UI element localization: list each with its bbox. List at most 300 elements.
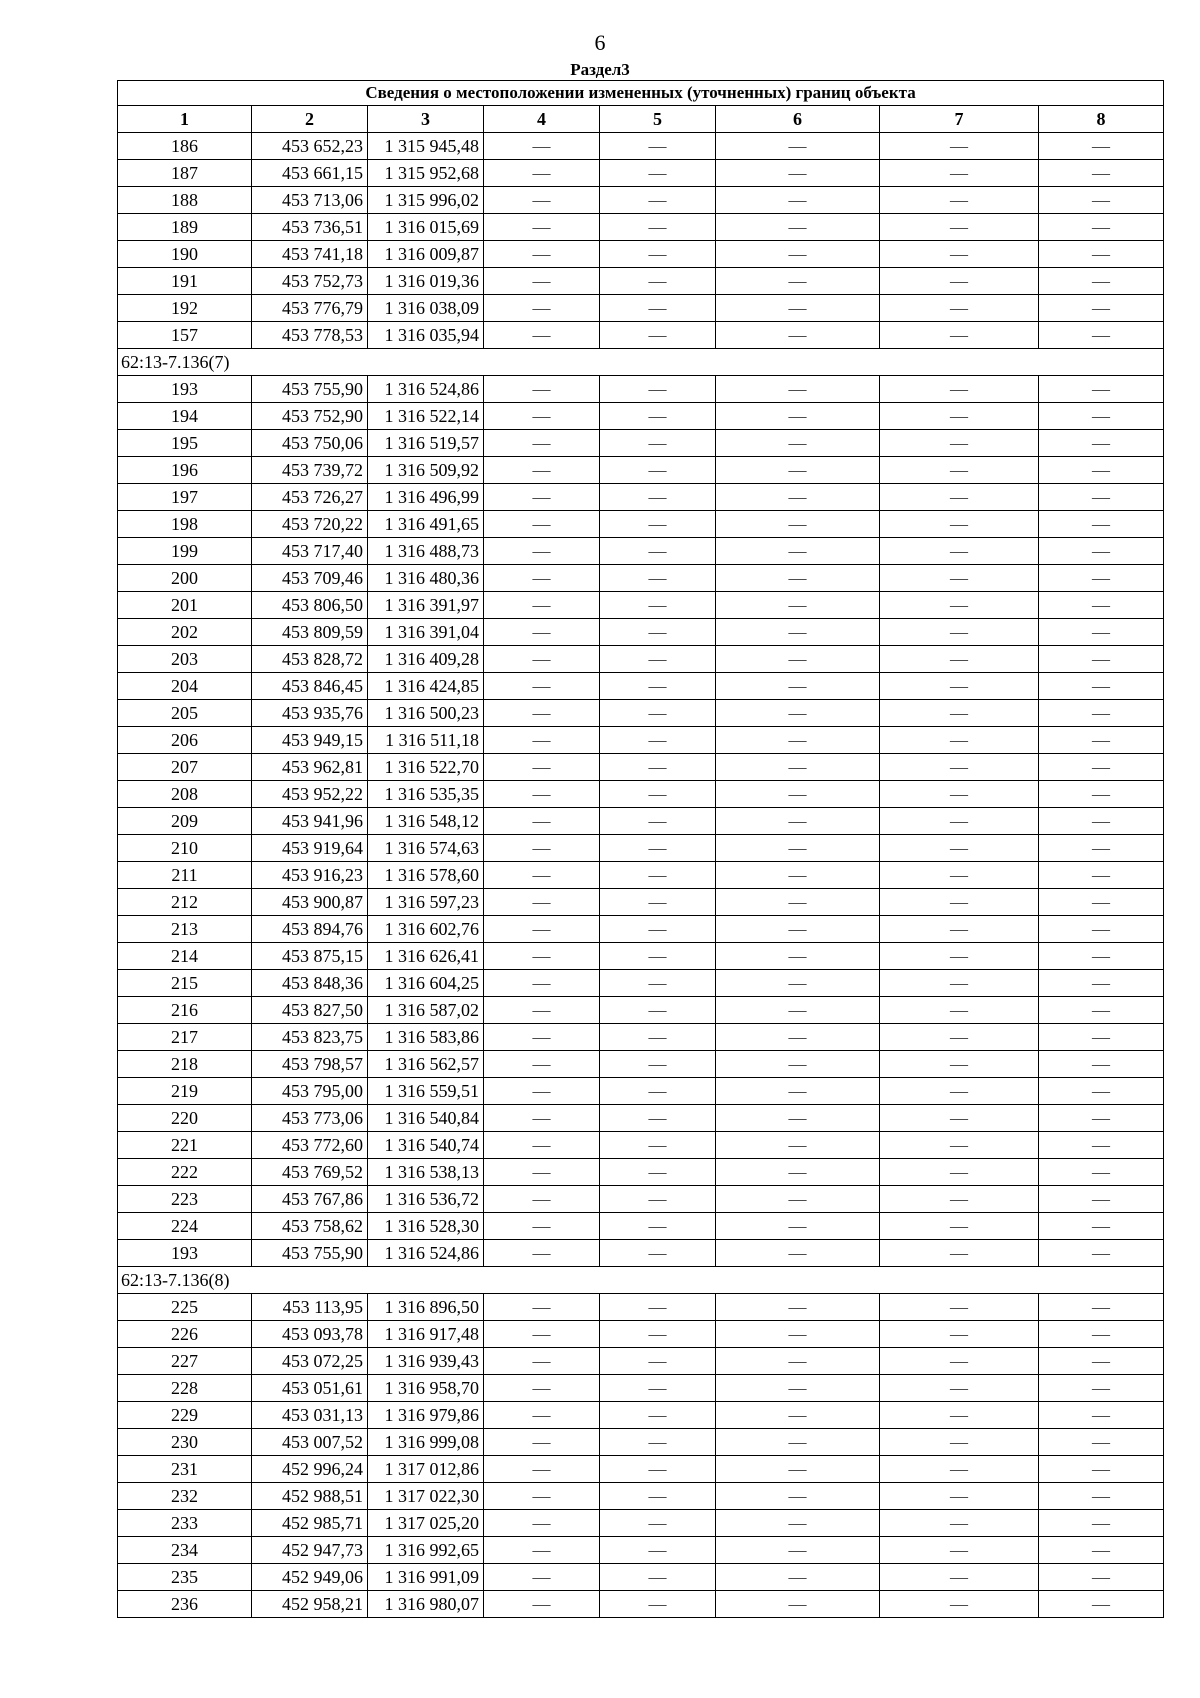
empty-value-dash: — — [484, 1159, 600, 1186]
y-coordinate-cell: 1 316 538,13 — [368, 1159, 484, 1186]
empty-value-dash: — — [880, 1429, 1039, 1456]
point-number-cell: 193 — [118, 376, 252, 403]
y-coordinate-cell: 1 317 022,30 — [368, 1483, 484, 1510]
y-coordinate-cell: 1 316 519,57 — [368, 430, 484, 457]
empty-value-dash: — — [484, 133, 600, 160]
table-row — [118, 808, 1164, 835]
empty-value-dash: — — [1039, 808, 1164, 835]
empty-value-dash: — — [600, 1051, 716, 1078]
empty-value-dash: — — [484, 1051, 600, 1078]
x-coordinate-cell: 453 962,81 — [252, 754, 368, 781]
empty-value-dash: — — [1039, 160, 1164, 187]
table-caption: Сведения о местоположении измененных (уточненных) границ объекта — [118, 81, 1164, 106]
empty-value-dash: — — [1039, 1429, 1164, 1456]
y-coordinate-cell: 1 316 391,04 — [368, 619, 484, 646]
column-header: 5 — [600, 106, 716, 133]
table-row — [118, 1348, 1164, 1375]
empty-value-dash: — — [1039, 295, 1164, 322]
empty-value-dash: — — [716, 1429, 880, 1456]
empty-value-dash: — — [716, 133, 880, 160]
empty-value-dash: — — [716, 970, 880, 997]
table-row — [118, 457, 1164, 484]
empty-value-dash: — — [1039, 1537, 1164, 1564]
y-coordinate-cell: 1 315 952,68 — [368, 160, 484, 187]
empty-value-dash: — — [600, 1024, 716, 1051]
y-coordinate-cell: 1 316 035,94 — [368, 322, 484, 349]
empty-value-dash: — — [600, 754, 716, 781]
y-coordinate-cell: 1 316 480,36 — [368, 565, 484, 592]
empty-value-dash: — — [600, 970, 716, 997]
x-coordinate-cell: 453 949,15 — [252, 727, 368, 754]
empty-value-dash: — — [880, 538, 1039, 565]
empty-value-dash: — — [600, 619, 716, 646]
empty-value-dash: — — [484, 1078, 600, 1105]
empty-value-dash: — — [600, 862, 716, 889]
empty-value-dash: — — [716, 1024, 880, 1051]
empty-value-dash: — — [1039, 1024, 1164, 1051]
empty-value-dash: — — [600, 1564, 716, 1591]
group-label: 62:13-7.136(8) — [118, 1267, 1164, 1294]
table-row — [118, 133, 1164, 160]
empty-value-dash: — — [880, 484, 1039, 511]
empty-value-dash: — — [880, 1591, 1039, 1618]
empty-value-dash: — — [880, 1456, 1039, 1483]
point-number-cell: 219 — [118, 1078, 252, 1105]
empty-value-dash: — — [600, 646, 716, 673]
table-row — [118, 727, 1164, 754]
x-coordinate-cell: 453 709,46 — [252, 565, 368, 592]
empty-value-dash: — — [880, 1321, 1039, 1348]
point-number-cell: 220 — [118, 1105, 252, 1132]
empty-value-dash: — — [484, 1429, 600, 1456]
point-number-cell: 196 — [118, 457, 252, 484]
empty-value-dash: — — [716, 268, 880, 295]
empty-value-dash: — — [600, 727, 716, 754]
empty-value-dash: — — [484, 565, 600, 592]
y-coordinate-cell: 1 316 896,50 — [368, 1294, 484, 1321]
table-row — [118, 673, 1164, 700]
x-coordinate-cell: 453 767,86 — [252, 1186, 368, 1213]
empty-value-dash: — — [600, 376, 716, 403]
empty-value-dash: — — [716, 592, 880, 619]
y-coordinate-cell: 1 316 535,35 — [368, 781, 484, 808]
x-coordinate-cell: 453 848,36 — [252, 970, 368, 997]
empty-value-dash: — — [484, 727, 600, 754]
empty-value-dash: — — [600, 1240, 716, 1267]
empty-value-dash: — — [716, 187, 880, 214]
empty-value-dash: — — [484, 322, 600, 349]
y-coordinate-cell: 1 316 488,73 — [368, 538, 484, 565]
empty-value-dash: — — [880, 916, 1039, 943]
empty-value-dash: — — [600, 673, 716, 700]
empty-value-dash: — — [484, 1348, 600, 1375]
table-row — [118, 646, 1164, 673]
empty-value-dash: — — [484, 187, 600, 214]
empty-value-dash: — — [880, 214, 1039, 241]
table-row — [118, 781, 1164, 808]
empty-value-dash: — — [880, 1024, 1039, 1051]
table-row — [118, 295, 1164, 322]
y-coordinate-cell: 1 316 524,86 — [368, 1240, 484, 1267]
x-coordinate-cell: 453 846,45 — [252, 673, 368, 700]
y-coordinate-cell: 1 316 528,30 — [368, 1213, 484, 1240]
table-row — [118, 1321, 1164, 1348]
empty-value-dash: — — [880, 1483, 1039, 1510]
empty-value-dash: — — [716, 808, 880, 835]
empty-value-dash: — — [716, 1051, 880, 1078]
empty-value-dash: — — [600, 1105, 716, 1132]
coordinates-table — [117, 80, 1164, 1618]
x-coordinate-cell: 453 726,27 — [252, 484, 368, 511]
empty-value-dash: — — [880, 592, 1039, 619]
empty-value-dash: — — [1039, 700, 1164, 727]
empty-value-dash: — — [600, 1294, 716, 1321]
empty-value-dash: — — [484, 1456, 600, 1483]
x-coordinate-cell: 453 828,72 — [252, 646, 368, 673]
point-number-cell: 189 — [118, 214, 252, 241]
empty-value-dash: — — [1039, 673, 1164, 700]
x-coordinate-cell: 453 739,72 — [252, 457, 368, 484]
empty-value-dash: — — [880, 997, 1039, 1024]
empty-value-dash: — — [716, 673, 880, 700]
y-coordinate-cell: 1 316 574,63 — [368, 835, 484, 862]
empty-value-dash: — — [600, 1078, 716, 1105]
point-number-cell: 202 — [118, 619, 252, 646]
x-coordinate-cell: 453 652,23 — [252, 133, 368, 160]
empty-value-dash: — — [716, 1537, 880, 1564]
empty-value-dash: — — [1039, 1483, 1164, 1510]
empty-value-dash: — — [1039, 241, 1164, 268]
empty-value-dash: — — [600, 835, 716, 862]
point-number-cell: 236 — [118, 1591, 252, 1618]
empty-value-dash: — — [716, 727, 880, 754]
empty-value-dash: — — [600, 700, 716, 727]
point-number-cell: 235 — [118, 1564, 252, 1591]
x-coordinate-cell: 453 661,15 — [252, 160, 368, 187]
empty-value-dash: — — [880, 1375, 1039, 1402]
empty-value-dash: — — [600, 1483, 716, 1510]
x-coordinate-cell: 453 919,64 — [252, 835, 368, 862]
point-number-cell: 229 — [118, 1402, 252, 1429]
table-row — [118, 997, 1164, 1024]
empty-value-dash: — — [600, 1213, 716, 1240]
empty-value-dash: — — [880, 511, 1039, 538]
point-number-cell: 205 — [118, 700, 252, 727]
empty-value-dash: — — [1039, 862, 1164, 889]
empty-value-dash: — — [716, 1105, 880, 1132]
empty-value-dash: — — [484, 538, 600, 565]
y-coordinate-cell: 1 316 424,85 — [368, 673, 484, 700]
empty-value-dash: — — [880, 781, 1039, 808]
empty-value-dash: — — [484, 1564, 600, 1591]
empty-value-dash: — — [1039, 376, 1164, 403]
y-coordinate-cell: 1 316 511,18 — [368, 727, 484, 754]
x-coordinate-cell: 453 827,50 — [252, 997, 368, 1024]
empty-value-dash: — — [716, 322, 880, 349]
y-coordinate-cell: 1 316 604,25 — [368, 970, 484, 997]
empty-value-dash: — — [716, 754, 880, 781]
table-row — [118, 862, 1164, 889]
x-coordinate-cell: 452 985,71 — [252, 1510, 368, 1537]
table-row — [118, 754, 1164, 781]
empty-value-dash: — — [484, 1537, 600, 1564]
empty-value-dash: — — [484, 1105, 600, 1132]
point-number-cell: 190 — [118, 241, 252, 268]
empty-value-dash: — — [600, 1132, 716, 1159]
x-coordinate-cell: 453 752,90 — [252, 403, 368, 430]
empty-value-dash: — — [1039, 781, 1164, 808]
empty-value-dash: — — [880, 430, 1039, 457]
empty-value-dash: — — [716, 1213, 880, 1240]
empty-value-dash: — — [484, 430, 600, 457]
empty-value-dash: — — [600, 1375, 716, 1402]
point-number-cell: 230 — [118, 1429, 252, 1456]
point-number-cell: 210 — [118, 835, 252, 862]
empty-value-dash: — — [1039, 538, 1164, 565]
point-number-cell: 227 — [118, 1348, 252, 1375]
empty-value-dash: — — [1039, 727, 1164, 754]
empty-value-dash: — — [600, 1186, 716, 1213]
table-body — [118, 133, 1164, 1618]
x-coordinate-cell: 453 741,18 — [252, 241, 368, 268]
x-coordinate-cell: 453 031,13 — [252, 1402, 368, 1429]
empty-value-dash: — — [880, 1159, 1039, 1186]
x-coordinate-cell: 453 935,76 — [252, 700, 368, 727]
empty-value-dash: — — [716, 619, 880, 646]
empty-value-dash: — — [484, 268, 600, 295]
point-number-cell: 213 — [118, 916, 252, 943]
y-coordinate-cell: 1 316 409,28 — [368, 646, 484, 673]
empty-value-dash: — — [1039, 133, 1164, 160]
point-number-cell: 234 — [118, 1537, 252, 1564]
page-number: 6 — [594, 30, 606, 55]
table-row — [118, 1402, 1164, 1429]
empty-value-dash: — — [1039, 403, 1164, 430]
x-coordinate-cell: 453 900,87 — [252, 889, 368, 916]
empty-value-dash: — — [600, 997, 716, 1024]
empty-value-dash: — — [484, 214, 600, 241]
empty-value-dash: — — [600, 1456, 716, 1483]
empty-value-dash: — — [716, 1456, 880, 1483]
empty-value-dash: — — [1039, 889, 1164, 916]
empty-value-dash: — — [880, 1078, 1039, 1105]
point-number-cell: 198 — [118, 511, 252, 538]
point-number-cell: 215 — [118, 970, 252, 997]
empty-value-dash: — — [716, 781, 880, 808]
empty-value-dash: — — [716, 214, 880, 241]
empty-value-dash: — — [484, 160, 600, 187]
empty-value-dash: — — [484, 1591, 600, 1618]
x-coordinate-cell: 453 051,61 — [252, 1375, 368, 1402]
empty-value-dash: — — [1039, 187, 1164, 214]
table-row — [118, 241, 1164, 268]
point-number-cell: 216 — [118, 997, 252, 1024]
x-coordinate-cell: 453 113,95 — [252, 1294, 368, 1321]
table-row — [118, 1159, 1164, 1186]
empty-value-dash: — — [1039, 754, 1164, 781]
empty-value-dash: — — [484, 592, 600, 619]
table-row — [118, 1213, 1164, 1240]
empty-value-dash: — — [1039, 970, 1164, 997]
y-coordinate-cell: 1 316 009,87 — [368, 241, 484, 268]
empty-value-dash: — — [716, 295, 880, 322]
column-header: 2 — [252, 106, 368, 133]
x-coordinate-cell: 453 916,23 — [252, 862, 368, 889]
y-coordinate-cell: 1 316 992,65 — [368, 1537, 484, 1564]
empty-value-dash: — — [716, 1348, 880, 1375]
empty-value-dash: — — [880, 1186, 1039, 1213]
empty-value-dash: — — [484, 1375, 600, 1402]
column-header: 3 — [368, 106, 484, 133]
empty-value-dash: — — [716, 1321, 880, 1348]
empty-value-dash: — — [880, 295, 1039, 322]
table-row — [118, 1429, 1164, 1456]
x-coordinate-cell: 453 713,06 — [252, 187, 368, 214]
empty-value-dash: — — [1039, 1132, 1164, 1159]
column-header: 1 — [118, 106, 252, 133]
empty-value-dash: — — [1039, 835, 1164, 862]
table-row — [118, 1078, 1164, 1105]
point-number-cell: 201 — [118, 592, 252, 619]
y-coordinate-cell: 1 316 015,69 — [368, 214, 484, 241]
y-coordinate-cell: 1 316 979,86 — [368, 1402, 484, 1429]
empty-value-dash: — — [484, 484, 600, 511]
empty-value-dash: — — [600, 1429, 716, 1456]
empty-value-dash: — — [484, 673, 600, 700]
table-row — [118, 1591, 1164, 1618]
empty-value-dash: — — [880, 619, 1039, 646]
empty-value-dash: — — [716, 538, 880, 565]
y-coordinate-cell: 1 315 996,02 — [368, 187, 484, 214]
table-row — [118, 1483, 1164, 1510]
point-number-cell: 217 — [118, 1024, 252, 1051]
y-coordinate-cell: 1 316 019,36 — [368, 268, 484, 295]
point-number-cell: 223 — [118, 1186, 252, 1213]
empty-value-dash: — — [600, 511, 716, 538]
empty-value-dash: — — [1039, 1510, 1164, 1537]
empty-value-dash: — — [880, 1051, 1039, 1078]
empty-value-dash: — — [484, 376, 600, 403]
table-row — [118, 1024, 1164, 1051]
y-coordinate-cell: 1 316 958,70 — [368, 1375, 484, 1402]
empty-value-dash: — — [600, 457, 716, 484]
y-coordinate-cell: 1 317 012,86 — [368, 1456, 484, 1483]
empty-value-dash: — — [716, 430, 880, 457]
point-number-cell: 226 — [118, 1321, 252, 1348]
point-number-cell: 233 — [118, 1510, 252, 1537]
empty-value-dash: — — [600, 943, 716, 970]
empty-value-dash: — — [1039, 1591, 1164, 1618]
empty-value-dash: — — [600, 1591, 716, 1618]
empty-value-dash: — — [716, 403, 880, 430]
point-number-cell: 199 — [118, 538, 252, 565]
empty-value-dash: — — [1039, 1105, 1164, 1132]
empty-value-dash: — — [716, 1375, 880, 1402]
point-number-cell: 203 — [118, 646, 252, 673]
empty-value-dash: — — [1039, 1402, 1164, 1429]
x-coordinate-cell: 452 949,06 — [252, 1564, 368, 1591]
empty-value-dash: — — [600, 916, 716, 943]
x-coordinate-cell: 453 772,60 — [252, 1132, 368, 1159]
empty-value-dash: — — [880, 673, 1039, 700]
table-row — [118, 1132, 1164, 1159]
y-coordinate-cell: 1 316 536,72 — [368, 1186, 484, 1213]
point-number-cell: 200 — [118, 565, 252, 592]
empty-value-dash: — — [1039, 430, 1164, 457]
empty-value-dash: — — [484, 241, 600, 268]
empty-value-dash: — — [1039, 1564, 1164, 1591]
empty-value-dash: — — [1039, 1078, 1164, 1105]
empty-value-dash: — — [716, 1159, 880, 1186]
x-coordinate-cell: 452 958,21 — [252, 1591, 368, 1618]
y-coordinate-cell: 1 316 524,86 — [368, 376, 484, 403]
empty-value-dash: — — [600, 1159, 716, 1186]
empty-value-dash: — — [1039, 997, 1164, 1024]
table-row — [118, 1510, 1164, 1537]
point-number-cell: 214 — [118, 943, 252, 970]
point-number-cell: 157 — [118, 322, 252, 349]
empty-value-dash: — — [484, 781, 600, 808]
table-row — [118, 511, 1164, 538]
empty-value-dash: — — [600, 1402, 716, 1429]
empty-value-dash: — — [600, 781, 716, 808]
empty-value-dash: — — [484, 1132, 600, 1159]
empty-value-dash: — — [880, 1294, 1039, 1321]
column-header: 4 — [484, 106, 600, 133]
empty-value-dash: — — [1039, 916, 1164, 943]
empty-value-dash: — — [716, 241, 880, 268]
x-coordinate-cell: 453 736,51 — [252, 214, 368, 241]
x-coordinate-cell: 453 093,78 — [252, 1321, 368, 1348]
empty-value-dash: — — [600, 160, 716, 187]
empty-value-dash: — — [880, 700, 1039, 727]
point-number-cell: 186 — [118, 133, 252, 160]
x-coordinate-cell: 453 750,06 — [252, 430, 368, 457]
point-number-cell: 231 — [118, 1456, 252, 1483]
table-row — [118, 1456, 1164, 1483]
point-number-cell: 218 — [118, 1051, 252, 1078]
empty-value-dash: — — [1039, 1213, 1164, 1240]
y-coordinate-cell: 1 316 562,57 — [368, 1051, 484, 1078]
y-coordinate-cell: 1 316 496,99 — [368, 484, 484, 511]
empty-value-dash: — — [880, 1240, 1039, 1267]
group-row — [118, 349, 1164, 376]
empty-value-dash: — — [1039, 1240, 1164, 1267]
empty-value-dash: — — [880, 943, 1039, 970]
empty-value-dash: — — [880, 160, 1039, 187]
empty-value-dash: — — [484, 889, 600, 916]
empty-value-dash: — — [600, 1537, 716, 1564]
empty-value-dash: — — [600, 403, 716, 430]
empty-value-dash: — — [1039, 943, 1164, 970]
point-number-cell: 232 — [118, 1483, 252, 1510]
x-coordinate-cell: 452 996,24 — [252, 1456, 368, 1483]
empty-value-dash: — — [484, 1213, 600, 1240]
x-coordinate-cell: 453 769,52 — [252, 1159, 368, 1186]
point-number-cell: 211 — [118, 862, 252, 889]
point-number-cell: 187 — [118, 160, 252, 187]
empty-value-dash: — — [880, 241, 1039, 268]
x-coordinate-cell: 453 758,62 — [252, 1213, 368, 1240]
table-row — [118, 484, 1164, 511]
empty-value-dash: — — [716, 457, 880, 484]
empty-value-dash: — — [716, 1591, 880, 1618]
empty-value-dash: — — [716, 997, 880, 1024]
empty-value-dash: — — [880, 646, 1039, 673]
empty-value-dash: — — [880, 1510, 1039, 1537]
x-coordinate-cell: 453 752,73 — [252, 268, 368, 295]
empty-value-dash: — — [716, 1132, 880, 1159]
